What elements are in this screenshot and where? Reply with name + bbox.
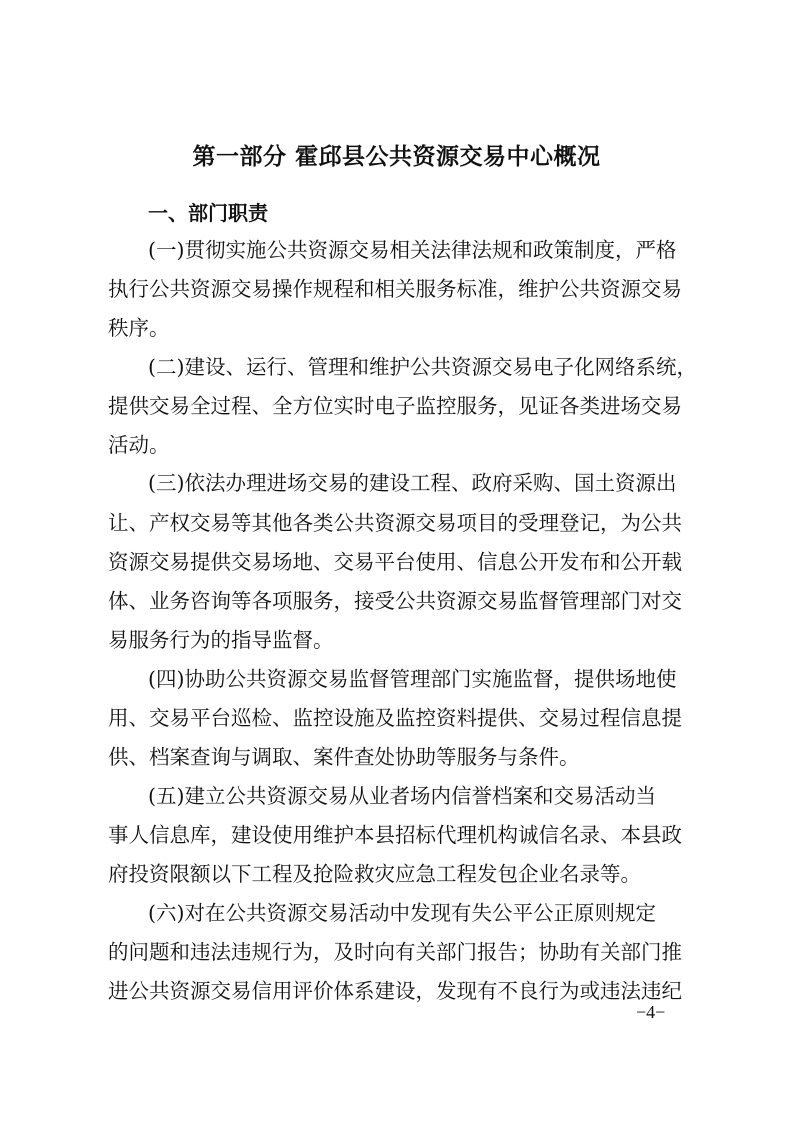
paragraph-3-line-4: 体、业务咨询等各项服务，接受公共资源交易监督管理部门对交 xyxy=(108,589,682,613)
paragraph-3-line-3: 资源交易提供交易场地、交易平台使用、信息公开发布和公开载 xyxy=(108,550,682,574)
paragraph-6-line-3: 进公共资源交易信用评价体系建设，发现有不良行为或违法违纪 xyxy=(108,979,682,1003)
paragraph-2-line-2: 提供交易全过程、全方位实时电子监控服务，见证各类进场交易 xyxy=(108,394,682,418)
paragraph-6-line-2: 的问题和违法违规行为，及时向有关部门报告；协助有关部门推 xyxy=(108,940,682,964)
paragraph-1-line-1: (一)贯彻实施公共资源交易相关法律法规和政策制度，严格 xyxy=(148,238,677,262)
paragraph-1-line-3: 秩序。 xyxy=(108,316,170,340)
paragraph-5-line-2: 事人信息库，建设使用维护本县招标代理机构诚信名录、本县政 xyxy=(108,823,682,847)
page-number: −4− xyxy=(636,1002,666,1022)
paragraph-2-line-3: 活动。 xyxy=(108,433,170,457)
paragraph-2-line-1: (二)建设、运行、管理和维护公共资源交易电子化网络系统， xyxy=(148,355,697,379)
paragraph-5-line-3: 府投资限额以下工程及抢险救灾应急工程发包企业名录等。 xyxy=(108,862,641,886)
paragraph-5-line-1: (五)建立公共资源交易从业者场内信誉档案和交易活动当 xyxy=(148,784,656,808)
paragraph-3-line-1: (三)依法办理进场交易的建设工程、政府采购、国土资源出 xyxy=(148,471,677,495)
paragraph-3-line-5: 易服务行为的指导监督。 xyxy=(108,628,334,652)
paragraph-1-line-2: 执行公共资源交易操作规程和相关服务标准，维护公共资源交易 xyxy=(108,277,682,301)
page-title: 第一部分 霍邱县公共资源交易中心概况 xyxy=(192,144,601,170)
paragraph-4-line-3: 供、档案查询与调取、案件查处协助等服务与条件。 xyxy=(108,745,580,769)
section-heading: 一、部门职责 xyxy=(148,201,268,225)
paragraph-3-line-2: 让、产权交易等其他各类公共资源交易项目的受理登记，为公共 xyxy=(108,511,682,535)
paragraph-4-line-1: (四)协助公共资源交易监督管理部门实施监督，提供场地使 xyxy=(148,667,677,691)
paragraph-6-line-1: (六)对在公共资源交易活动中发现有失公平公正原则规定 xyxy=(148,901,656,925)
paragraph-4-line-2: 用、交易平台巡检、监控设施及监控资料提供、交易过程信息提 xyxy=(108,706,682,730)
